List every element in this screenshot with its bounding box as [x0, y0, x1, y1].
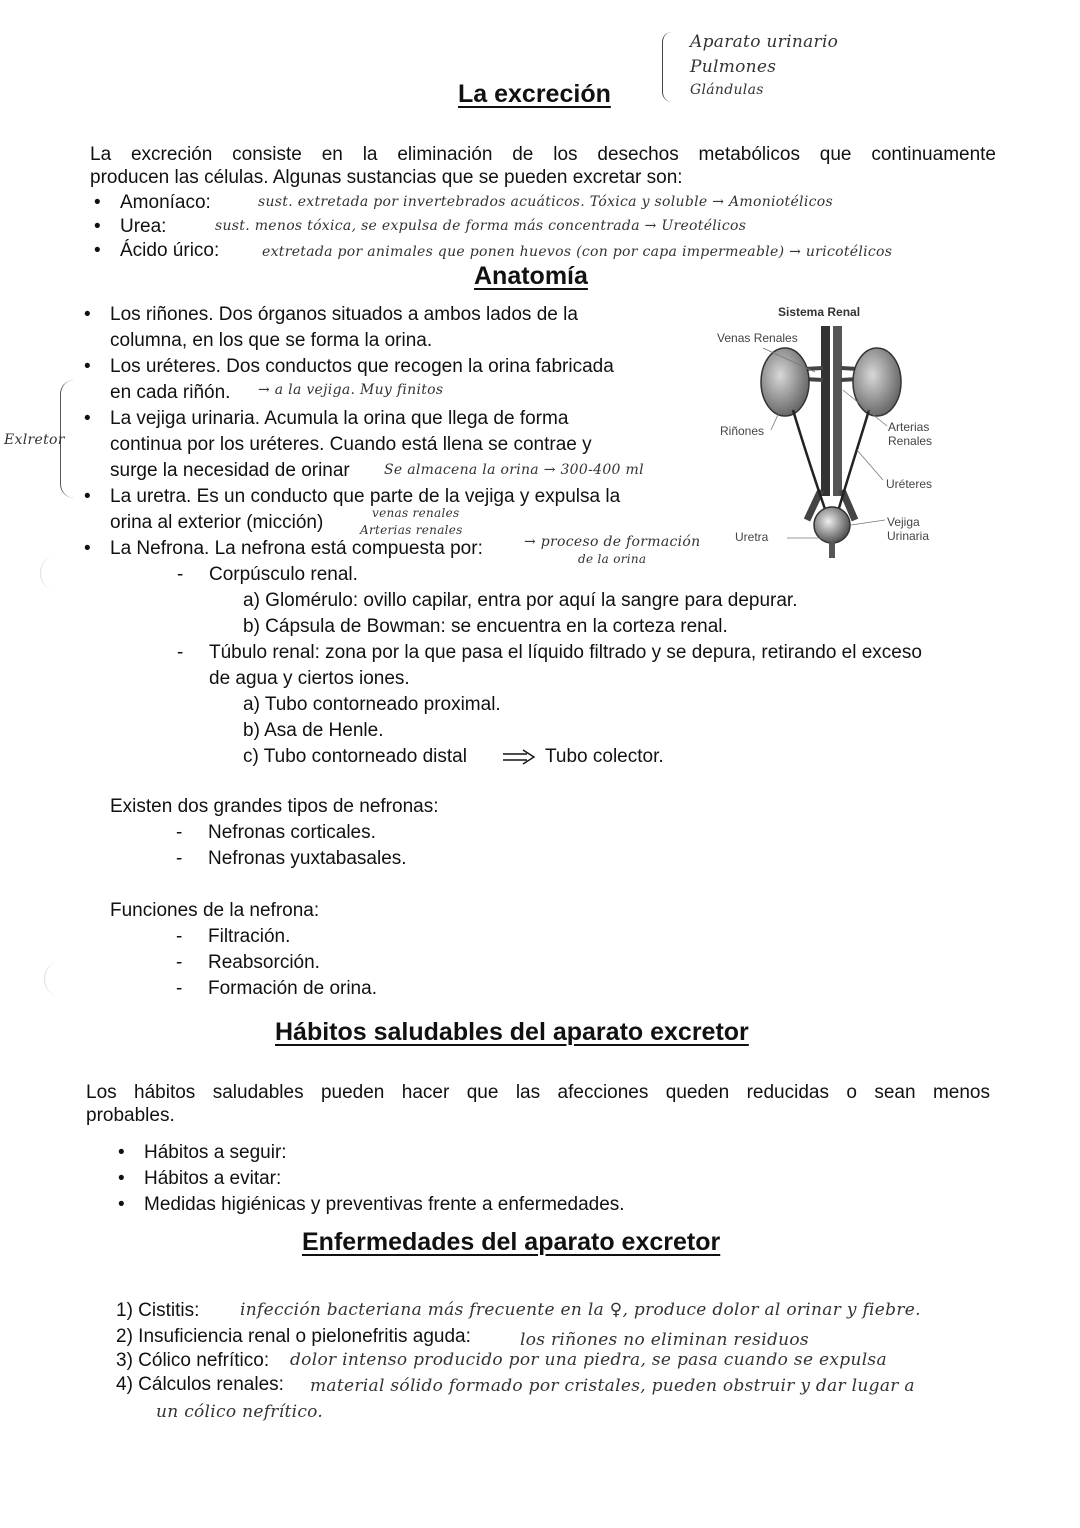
anatomia-vejiga-l2: continua por los uréteres. Cuando está llena se contrae y	[110, 434, 592, 455]
corpusculo-b: b) Cápsula de Bowman: se encuentra en la corteza renal.	[243, 616, 728, 637]
anatomia-uretra-l1: • La uretra. Es un conducto que parte de la vejiga y expulsa la	[110, 484, 620, 510]
enfermedad-colico: 3) Cólico nefrítico:	[116, 1350, 270, 1371]
section-heading-anatomia: Anatomía	[474, 262, 588, 290]
label-ureteres: Uréteres	[886, 477, 933, 491]
margin-note-excretor: Exlretor	[4, 432, 65, 448]
label-arterias-renales: Arterias Renales	[888, 420, 933, 448]
tubulo-a: a) Tubo contorneado proximal.	[243, 694, 501, 715]
brace-mark	[662, 32, 677, 102]
anatomia-nefrona: • La Nefrona. La nefrona está compuesta por:	[110, 536, 483, 562]
habito-seguir: • Hábitos a seguir:	[144, 1140, 287, 1166]
nefrona-corpusculo: - Corpúsculo renal.	[209, 562, 358, 588]
habitos-intro-l2: probables.	[86, 1105, 175, 1126]
note-calculos-cont: un cólico nefrítico.	[156, 1402, 324, 1422]
anatomia-rinones-l1: • Los riñones. Dos órganos situados a ambos lados de la	[110, 302, 578, 328]
nefrona-tubulo-l1: - Túbulo renal: zona por la que pasa el líquido filtrado y se depura, retirando el exceso	[209, 640, 922, 666]
substance-amoniaco: • Amoníaco:	[120, 190, 211, 216]
note-acido-urico: extretada por animales que ponen huevos (con por capa impermeable) → uricotélicos	[262, 244, 893, 260]
double-arrow-icon	[501, 748, 537, 766]
substance-acido-urico: • Ácido úrico:	[120, 238, 219, 264]
funcion-reabsorcion: - Reabsorción.	[208, 950, 320, 976]
punch-hole-mark	[40, 556, 69, 590]
page-title: La excreción	[458, 80, 611, 108]
title-note-3: Glándulas	[690, 82, 764, 98]
intro-line-1: La excreción consiste en la eliminación de los desechos metabólicos que continuamente	[90, 144, 996, 165]
note-amoniaco: sust. extretada por invertebrados acuáticos. Tóxica y soluble → Amoniotélicos	[258, 194, 833, 210]
tubulo-c: c) Tubo contorneado distal	[243, 746, 467, 767]
anatomia-rinones-l2: columna, en los que se forma la orina.	[110, 330, 433, 351]
punch-hole-mark	[44, 962, 73, 996]
note-cistitis: infección bacteriana más frecuente en la ♀, produce dolor al orinar y fiebre.	[240, 1300, 921, 1320]
label-vejiga-urinaria: Vejiga Urinaria	[887, 515, 930, 543]
tipo-corticales: - Nefronas corticales.	[208, 820, 376, 846]
funciones-heading: Funciones de la nefrona:	[110, 900, 320, 921]
note-ureteres: → a la vejiga. Muy finitos	[258, 382, 444, 398]
habito-evitar: • Hábitos a evitar:	[144, 1166, 281, 1192]
note-colico: dolor intenso producido por una piedra, se pasa cuando se expulsa	[290, 1350, 887, 1370]
enfermedad-cistitis: 1) Cistitis:	[116, 1300, 200, 1321]
enfermedad-calculos: 4) Cálculos renales:	[116, 1374, 284, 1395]
note-calculos: material sólido formado por cristales, pueden obstruir y dar lugar a	[310, 1376, 915, 1396]
funcion-formacion: - Formación de orina.	[208, 976, 377, 1002]
anatomia-vejiga-l3: surge la necesidad de orinar	[110, 460, 350, 481]
section-heading-enfermedades: Enfermedades del aparato excretor	[302, 1228, 721, 1256]
anatomia-ureteres-l1: • Los uréteres. Dos conductos que recogen la orina fabricada	[110, 354, 614, 380]
funcion-filtracion: - Filtración.	[208, 924, 290, 950]
label-venas-renales: Venas Renales	[717, 331, 798, 345]
habito-medidas: • Medidas higiénicas y preventivas frente a enfermedades.	[144, 1192, 625, 1218]
note-urea: sust. menos tóxica, se expulsa de forma más concentrada → Ureotélicos	[215, 218, 747, 234]
note-insuficiencia: los riñones no eliminan residuos	[520, 1330, 809, 1350]
habitos-intro-l1: Los hábitos saludables pueden hacer que las afecciones queden reducidas o sean menos	[86, 1082, 990, 1103]
anatomia-vejiga-l1: • La vejiga urinaria. Acumula la orina que llega de forma	[110, 406, 568, 432]
note-vejiga: Se almacena la orina → 300-400 ml	[384, 462, 644, 478]
section-heading-habitos: Hábitos saludables del aparato excretor	[275, 1018, 749, 1046]
nefrona-tubulo-l2: de agua y ciertos iones.	[209, 668, 410, 689]
title-note-2: Pulmones	[690, 57, 777, 77]
enfermedad-insuficiencia: 2) Insuficiencia renal o pielonefritis aguda:	[116, 1326, 471, 1347]
label-rinones: Riñones	[720, 424, 765, 438]
note-uretra-arterias: Arterias renales	[360, 523, 463, 537]
anatomia-ureteres-l2: en cada riñón.	[110, 382, 231, 403]
label-uretra: Uretra	[735, 530, 769, 544]
note-uretra-venas: venas renales	[372, 506, 460, 520]
anatomia-uretra-l2: orina al exterior (micción)	[110, 512, 324, 533]
tipo-yuxtabasales: - Nefronas yuxtabasales.	[208, 846, 407, 872]
figure-title: Sistema Renal	[778, 305, 861, 319]
substance-urea: • Urea:	[120, 214, 166, 240]
tubo-colector: Tubo colector.	[545, 746, 664, 767]
tipos-heading: Existen dos grandes tipos de nefronas:	[110, 796, 439, 817]
note-nefrona-1: → proceso de formación	[524, 534, 701, 550]
note-nefrona-2: de la orina	[578, 552, 647, 566]
title-note-1: Aparato urinario	[690, 32, 839, 52]
tubulo-b: b) Asa de Henle.	[243, 720, 384, 741]
corpusculo-a: a) Glomérulo: ovillo capilar, entra por aquí la sangre para depurar.	[243, 590, 798, 611]
intro-line-2: producen las células. Algunas sustancias que se pueden excretar son:	[90, 167, 683, 188]
